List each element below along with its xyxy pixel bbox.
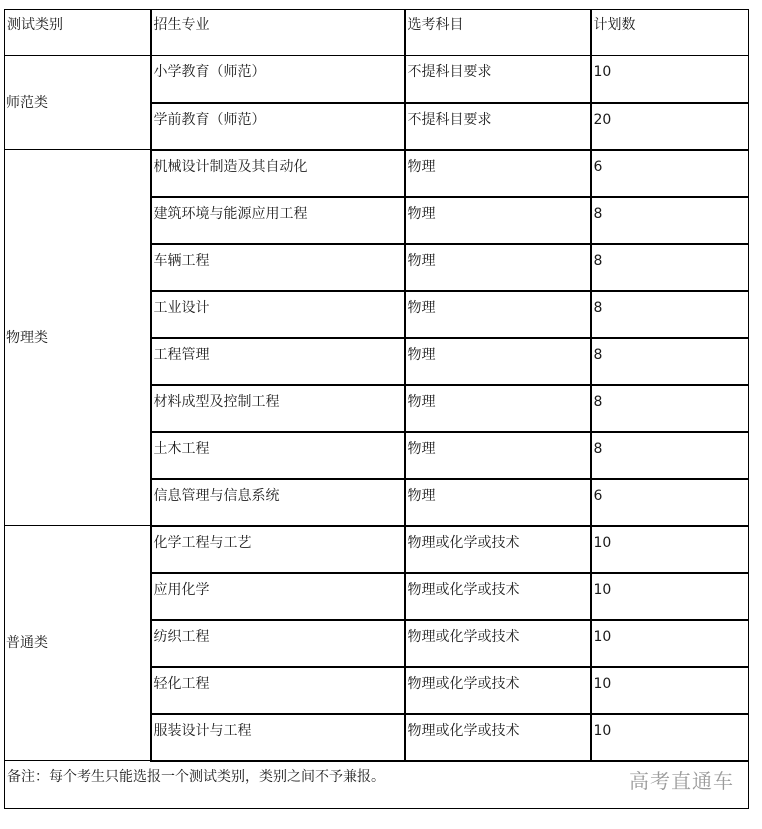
major-cell: 应用化学 (151, 573, 405, 620)
header-category: 测试类别 (5, 10, 151, 56)
plan-cell: 10 (591, 620, 749, 667)
plan-cell: 8 (591, 291, 749, 338)
table-row (5, 56, 749, 103)
plan-cell: 8 (591, 385, 749, 432)
subject-cell: 不提科目要求 (405, 56, 591, 103)
table-row (5, 526, 749, 573)
major-cell: 服装设计与工程 (151, 714, 405, 761)
subject-cell: 物理 (405, 432, 591, 479)
major-cell: 小学教育（师范） (151, 56, 405, 103)
plan-cell: 6 (591, 150, 749, 197)
subject-cell: 物理 (405, 479, 591, 526)
subject-cell: 物理或化学或技术 (405, 526, 591, 573)
header-subject: 选考科目 (405, 10, 591, 56)
major-cell: 车辆工程 (151, 244, 405, 291)
header-major: 招生专业 (151, 10, 405, 56)
plan-cell: 8 (591, 432, 749, 479)
major-cell: 建筑环境与能源应用工程 (151, 197, 405, 244)
subject-cell: 物理 (405, 197, 591, 244)
subject-cell: 物理 (405, 244, 591, 291)
plan-cell: 10 (591, 526, 749, 573)
major-cell: 信息管理与信息系统 (151, 479, 405, 526)
plan-cell: 10 (591, 714, 749, 761)
major-cell: 机械设计制造及其自动化 (151, 150, 405, 197)
major-cell: 学前教育（师范） (151, 103, 405, 150)
major-cell: 纺织工程 (151, 620, 405, 667)
major-cell: 工业设计 (151, 291, 405, 338)
table-header-row (5, 10, 749, 56)
category-cell: 师范类 (5, 56, 151, 150)
major-cell: 轻化工程 (151, 667, 405, 714)
subject-cell: 物理 (405, 385, 591, 432)
header-plan: 计划数 (591, 10, 749, 56)
plan-cell: 8 (591, 244, 749, 291)
subject-cell: 不提科目要求 (405, 103, 591, 150)
plan-cell: 10 (591, 667, 749, 714)
plan-cell: 20 (591, 103, 749, 150)
category-cell: 普通类 (5, 526, 151, 761)
plan-cell: 6 (591, 479, 749, 526)
note-row (5, 761, 749, 809)
table-row (5, 150, 749, 197)
enrollment-plan-table (4, 9, 749, 809)
major-cell: 工程管理 (151, 338, 405, 385)
subject-cell: 物理或化学或技术 (405, 714, 591, 761)
plan-cell: 8 (591, 338, 749, 385)
category-cell: 物理类 (5, 150, 151, 526)
major-cell: 化学工程与工艺 (151, 526, 405, 573)
major-cell: 材料成型及控制工程 (151, 385, 405, 432)
subject-cell: 物理或化学或技术 (405, 667, 591, 714)
subject-cell: 物理 (405, 291, 591, 338)
note-cell (5, 761, 749, 809)
enrollment-plan-document (4, 9, 748, 809)
major-cell: 土木工程 (151, 432, 405, 479)
subject-cell: 物理或化学或技术 (405, 573, 591, 620)
plan-cell: 10 (591, 573, 749, 620)
note-text: 备注：每个考生只能选报一个测试类别，类别之间不予兼报。 (7, 768, 385, 785)
subject-cell: 物理 (405, 150, 591, 197)
subject-cell: 物理 (405, 338, 591, 385)
watermark: 高考直通车 (629, 768, 734, 793)
plan-cell: 10 (591, 56, 749, 103)
plan-cell: 8 (591, 197, 749, 244)
subject-cell: 物理或化学或技术 (405, 620, 591, 667)
